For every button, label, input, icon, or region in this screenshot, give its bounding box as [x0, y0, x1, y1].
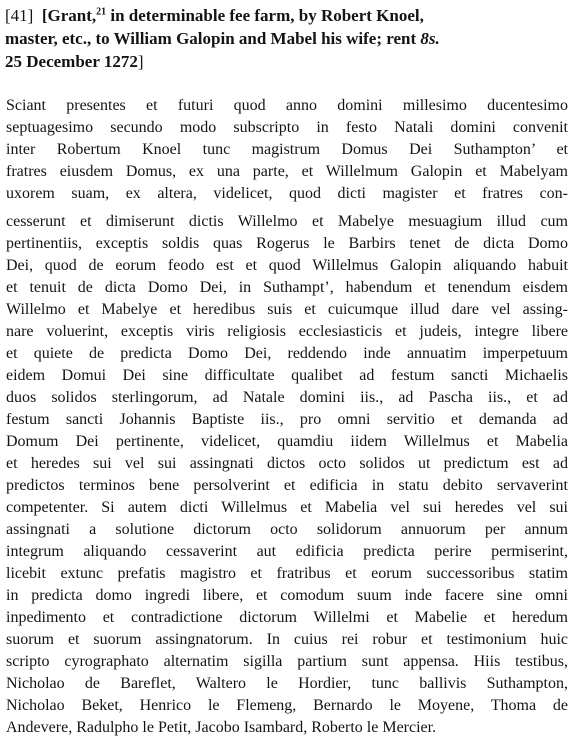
heading-text-2: master, etc., to William Galopin and Mabel his wife; rent	[5, 29, 421, 48]
text-line: fratres eiusdem Domus, ex una parte, et Willelmum Galopin et Mabelyam	[6, 163, 568, 180]
heading-close-bracket: ]	[137, 52, 144, 71]
text-line: pertinentiis, exceptis soldis quas Rogerus le Barbirs tenet de dicta Domo	[6, 235, 568, 252]
text-line: scripto cyrographato alternatim sigilla partium sunt appensa. Hiis testibus,	[6, 653, 568, 670]
text-line: licebit extunc prefatis magistro et fratribus et eorum successoribus statim	[6, 565, 568, 582]
text-line: nare voluerint, exceptis viris religiosis ecclesiasticis et judeis, integre libere	[6, 323, 568, 340]
text-line: in predicta domo ingredi libere, et comodum suum inde facere sine omni	[6, 587, 568, 604]
text-line: cesserunt et dimiserunt dictis Willelmo et Mabelye mesuagium illud cum	[6, 213, 568, 230]
text-line: predictos terminos bene persolverint et edificia in statu debito servaverint	[6, 477, 568, 494]
heading-line-1	[5, 4, 571, 27]
heading-line-3	[5, 50, 571, 73]
document-heading	[5, 4, 571, 73]
text-line: Nicholao de Bareflet, Waltero le Hordier, tunc ballivis Suthampton,	[6, 675, 568, 692]
text-line: et heredes sui vel sui assingnati dictos octo solidos ut predictum est ad	[6, 455, 568, 472]
rent-amount: 8s.	[420, 29, 440, 48]
text-line: duos solidos sterlingorum, ad Natale domini iis., ad Pascha iis., et ad	[6, 389, 568, 406]
text-line: et tenuit de dicta Domo Dei, in Suthampt’, habendum et tenendum eisdem	[6, 279, 568, 296]
document-date: 25 December 1272	[5, 52, 138, 71]
heading-text-1a: [Grant,	[41, 6, 97, 25]
text-line: integrum aliquando cessaverint aut edificia predicta perire permiserint,	[6, 543, 568, 560]
text-line: assingnati a solutione dictorum octo solidorum annuorum per annum	[6, 521, 568, 538]
text-line: suorum et suorum assingnatorum. In cuius rei robur et testimonium huic	[6, 631, 568, 648]
heading-line-2	[5, 27, 571, 50]
text-line: eidem Domui Dei sine difficultate qualibet ad festum sancti Michaelis	[6, 367, 568, 384]
text-line: et quiete de predicta Domo Dei, reddendo inde annuatim imperpetuum	[6, 345, 568, 362]
text-line: Nicholao Beket, Henrico le Flemeng, Bernardo le Moyene, Thoma de	[6, 697, 568, 714]
text-line: Dei, quod de eorum feodo est et quod Willelmus Galopin aliquando habuit	[6, 257, 568, 274]
text-line: uxorem suam, ex altera, videlicet, quod dicti magister et fratres con-	[6, 185, 568, 202]
text-line: inpedimento et contradictione dictorum Willelmi et Mabelie et heredum	[6, 609, 568, 626]
text-line: inter Robertum Knoel tunc magistrum Domus Dei Suthampton’ et	[6, 141, 568, 158]
text-line: Willelmo et Mabelye et heredibus suis et cuicumque illud dare vel assing-	[6, 301, 568, 318]
footnote-marker: 21	[96, 6, 107, 18]
heading-text-1b: in determinable fee farm, by Robert Knoel,	[106, 6, 424, 25]
text-line: Sciant presentes et futuri quod anno domini millesimo ducentesimo	[6, 97, 568, 114]
text-line: septuagesimo secundo modo subscripto in festo Natali domini convenit	[6, 119, 568, 136]
text-line: Domum Dei pertinente, videlicet, quamdiu iidem Willelmus et Mabelia	[6, 433, 568, 450]
text-line: festum sancti Johannis Baptiste iis., pro omni servitio et demanda ad	[6, 411, 568, 428]
charter-text	[6, 95, 568, 739]
text-line: competenter. Si autem dicti Willelmus et Mabelia vel sui heredes vel sui	[6, 499, 568, 516]
text-line-last: Andevere, Radulpho le Petit, Jacobo Isambard, Roberto le Mercier.	[6, 719, 437, 736]
document-number: [41]	[5, 6, 34, 25]
